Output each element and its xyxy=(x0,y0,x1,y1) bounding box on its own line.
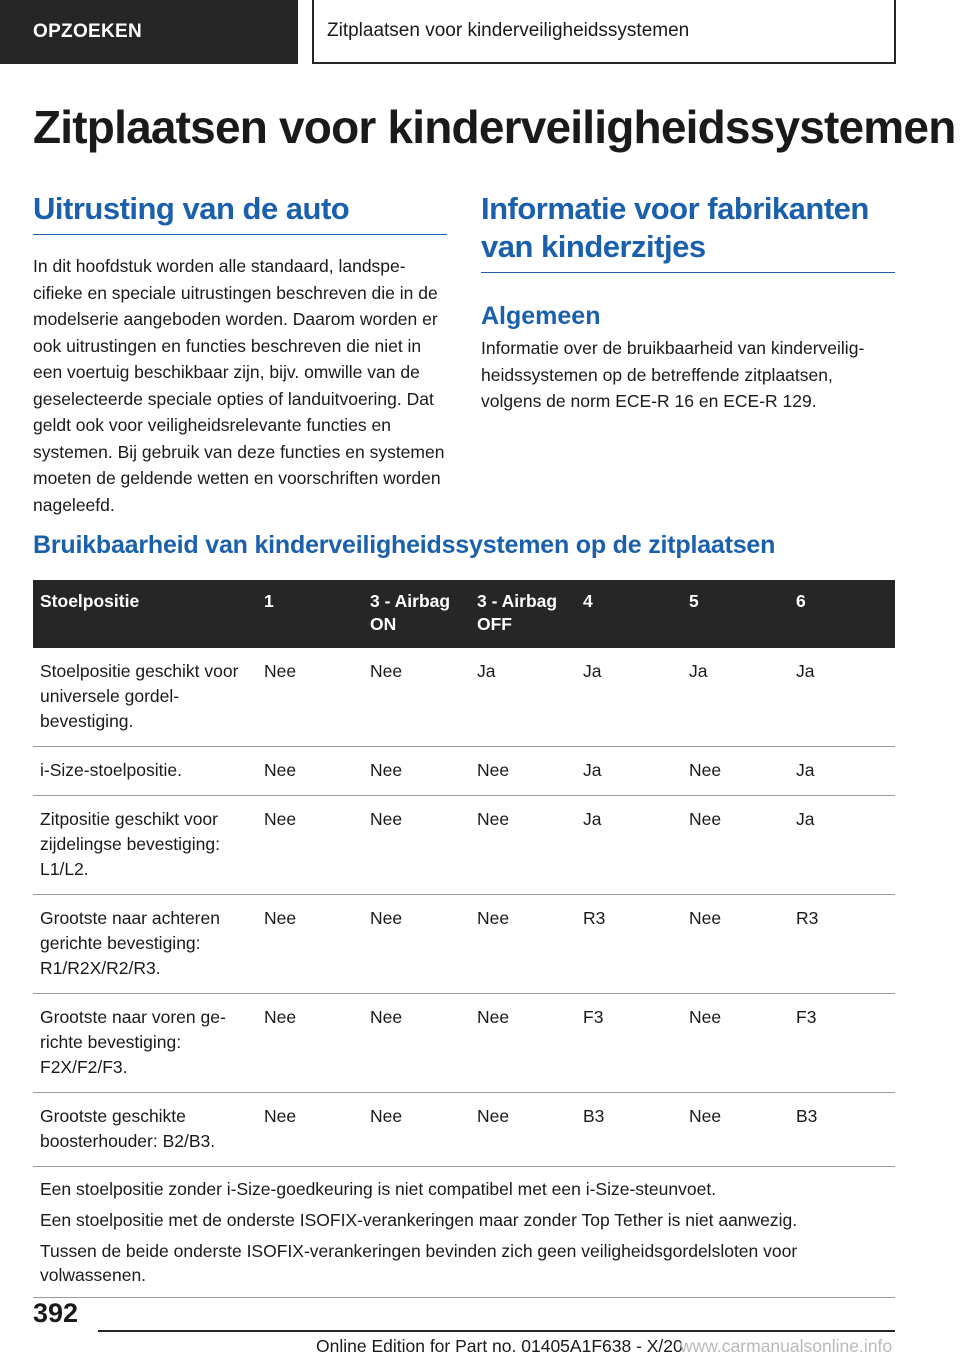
table-cell: Nee xyxy=(257,747,363,796)
table-cell: Nee xyxy=(257,895,363,994)
table-cell: B3 xyxy=(576,1093,682,1167)
table-cell: Ja xyxy=(789,796,895,895)
table-cell: Ja xyxy=(682,648,789,747)
table-cell: Nee xyxy=(682,1093,789,1167)
table-cell: Nee xyxy=(363,994,470,1093)
table-cell: Nee xyxy=(470,796,576,895)
edition-text: Online Edition for Part no. 01405A1F638 - X/20 xyxy=(316,1336,683,1356)
section-tab[interactable]: OPZOEKEN xyxy=(0,0,298,64)
table-cell: Nee xyxy=(257,1093,363,1167)
table-cell: Nee xyxy=(257,796,363,895)
table-cell: Ja xyxy=(576,648,682,747)
table-cell: R3 xyxy=(789,895,895,994)
table-cell: Nee xyxy=(363,747,470,796)
row-label: Stoelpositie geschikt voor universele gordelbevestiging. xyxy=(33,648,257,747)
table-cell: Nee xyxy=(363,796,470,895)
footer-divider xyxy=(98,1330,895,1332)
table-cell: Nee xyxy=(470,747,576,796)
table-cell: F3 xyxy=(789,994,895,1093)
table-row xyxy=(33,648,895,747)
column-header: 5 xyxy=(682,580,789,648)
column-header: 6 xyxy=(789,580,895,648)
table-cell: Nee xyxy=(257,648,363,747)
table-row xyxy=(33,1093,895,1167)
table-cell: Nee xyxy=(257,994,363,1093)
general-paragraph: Informatie over de bruikbaarheid van kinderveiligheidssystemen op de betreffende zitplaatsen, volgens de norm ECE-R 16 en ECE-R 129. xyxy=(481,338,865,411)
page-header xyxy=(0,0,960,66)
watermark: www.carmanualsonline.info xyxy=(680,1336,893,1356)
table-cell: Nee xyxy=(682,895,789,994)
table-cell: Nee xyxy=(470,994,576,1093)
table-cell: Nee xyxy=(470,895,576,994)
table-cell: Nee xyxy=(682,796,789,895)
row-label: Grootste geschikte boosterhouder: B2/B3. xyxy=(33,1093,257,1167)
table-heading: Bruikbaarheid van kinderveiligheidssystemen op de zitplaatsen xyxy=(33,531,776,559)
table-cell: Ja xyxy=(470,648,576,747)
right-column xyxy=(481,190,895,415)
table-cell: Nee xyxy=(682,747,789,796)
table-note: Een stoelpositie zonder i-Size-goedkeuring is niet compatibel met een i-Size-steunvoet. xyxy=(40,1179,717,1199)
table-cell: Nee xyxy=(363,648,470,747)
table-row xyxy=(33,796,895,895)
table-note: Een stoelpositie met de onderste ISOFIX-verankeringen maar zonder Top Tether is niet aanwezig. xyxy=(40,1210,798,1230)
table-cell: Ja xyxy=(789,648,895,747)
table-row xyxy=(33,895,895,994)
table-note: Tussen de beide onderste ISOFIX-verankeringen bevinden zich geen veiligheidsgordelsloten voor volwassenen. xyxy=(40,1241,798,1285)
column-header: 3 - Airbag OFF xyxy=(470,580,576,648)
chapter-title-tab: Zitplaatsen voor kinderveiligheidssystemen xyxy=(312,0,896,64)
page-title: Zitplaatsen voor kinderveiligheidssystemen xyxy=(33,101,956,153)
row-label: Grootste naar achteren gerichte bevestiging: R1/R2X/R2/R3. xyxy=(33,895,257,994)
table-notes xyxy=(33,1167,895,1298)
column-header: 1 xyxy=(257,580,363,648)
table-cell: Nee xyxy=(363,895,470,994)
table-notes-row xyxy=(33,1167,895,1298)
column-header: Stoelpositie xyxy=(33,580,257,648)
table-cell: F3 xyxy=(576,994,682,1093)
section-heading-equipment: Uitrusting van de auto xyxy=(33,190,447,235)
table-cell: Ja xyxy=(576,747,682,796)
table-cell: Ja xyxy=(576,796,682,895)
table-cell: Nee xyxy=(363,1093,470,1167)
left-column xyxy=(33,190,447,518)
table-row xyxy=(33,994,895,1093)
subheading-general: Algemeen xyxy=(481,302,601,330)
section-heading-manufacturers: Informatie voor fabrikanten van kinderzitjes xyxy=(481,190,895,273)
column-header: 4 xyxy=(576,580,682,648)
table-row xyxy=(33,747,895,796)
page-number: 392 xyxy=(33,1298,79,1328)
table-cell: Nee xyxy=(682,994,789,1093)
table-cell: Ja xyxy=(789,747,895,796)
equipment-paragraph: In dit hoofdstuk worden alle standaard, landspecifieke en speciale uitrustingen beschreven die in de modelserie aangeboden worden. Daarom worden er ook uitrustingen en functies beschreven die niet in een voertuig beschikbaar zijn, bijv. omwille van de geselecteerde speciale opties of landuitvoering. Dat geldt ook voor veiligheidsrelevante functies en systemen. Bij gebruik van deze functies en systemen moeten de geldende wetten en voorschriften worden nageleefd. xyxy=(33,256,445,515)
table-cell: Nee xyxy=(470,1093,576,1167)
seating-positions-table xyxy=(33,580,895,1298)
table-cell: R3 xyxy=(576,895,682,994)
column-header: 3 - Airbag ON xyxy=(363,580,470,648)
table-header-row xyxy=(33,580,895,648)
row-label: Grootste naar voren gerichte bevestiging: F2X/F2/F3. xyxy=(33,994,257,1093)
row-label: i-Size-stoelpositie. xyxy=(33,747,257,796)
row-label: Zitpositie geschikt voor zijdelingse bevestiging: L1/L2. xyxy=(33,796,257,895)
table-cell: B3 xyxy=(789,1093,895,1167)
